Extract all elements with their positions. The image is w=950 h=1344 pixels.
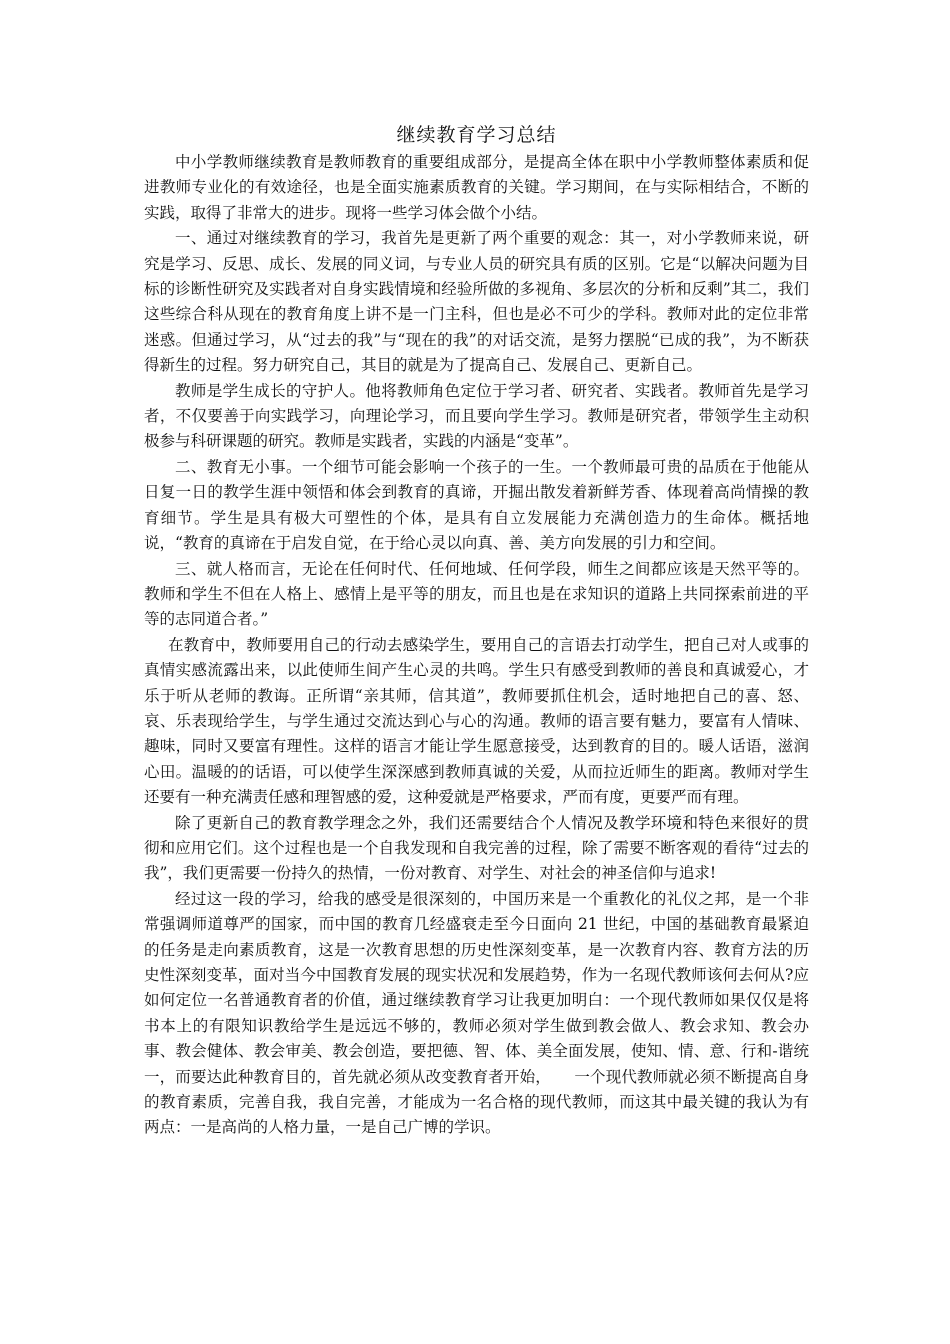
paragraph-education-practice: 在教育中，教师要用自己的行动去感染学生，要用自己的言语去打动学生，把自己对人或事的真情实感流露出来，以此使师生间产生心灵的共鸣。学生只有感受到教师的善良和真诚爱心，才乐于听从老师的教诲。正所谓“亲其师，信其道”，教师要抓住机会，适时地把自己的喜、怒、哀、乐表现给学生，与学生通过交流达到心与心的沟通。教师的语言要有魅力，要富有人情味、趣味，同时又要富有理性。这样的语言才能让学生愿意接受，达到教育的目的。暖人话语，滋润心田。温暖的的话语，可以使学生深深感到教师真诚的关爱，从而拉近师生的距离。教师对学生还要有一种充满责任感和理智感的爱，这种爱就是严格要求，严而有度，更要严而有理。 xyxy=(144,635,809,807)
paragraph-intro: 中小学教师继续教育是教师教育的重要组成部分，是提高全体在职中小学教师整体素质和促进教师专业化的有效途径，也是全面实施素质教育的关键。学习期间，在与实际相结合，不断的实践，取得了非常大的进步。现将一些学习体会做个小结。 xyxy=(144,153,809,222)
document-title: 继续教育学习总结 xyxy=(396,124,557,146)
paragraph-point-two: 二、教育无小事。一个细节可能会影响一个孩子的一生。一个教师最可贵的品质在于他能从日复一日的教学生涯中领悟和体会到教育的真谛，开掘出散发着新鲜芳香、体现着高尚情操的教育细节。学生是具有极大可塑性的个体，是具有自立发展能力充满创造力的生命体。概括地说，“教育的真谛在于启发自觉，在于给心灵以向真、善、美方向发展的引力和空间。 xyxy=(144,457,809,553)
paragraph-self-improvement: 除了更新自己的教育教学理念之外，我们还需要结合个人情况及教学环境和特色来很好的贯彻和应用它们。这个过程也是一个自我发现和自我完善的过程，除了需要不断客观的看待“过去的我”，我们更需要一份持久的热情，一份对教育、对学生、对社会的神圣信仰与追求! xyxy=(144,813,809,883)
paragraph-point-one: 一、通过对继续教育的学习，我首先是更新了两个重要的观念：其一，对小学教师来说，研究是学习、反思、成长、发展的同义词，与专业人员的研究具有质的区别。它是“以解决问题为目标的诊断性研究及实践者对自身实践情境和经验所做的多视角、多层次的分析和反剩”其二，我们这些综合科从现在的教育角度上讲不是一门主科，但也是必不可少的学科。教师对此的定位非常迷惑。但通过学习，从“过去的我”与“现在的我”的对话交流，是努力摆脱“已成的我”，为不断获得新生的过程。努力研究自己，其目的就是为了提高自己、发展自己、更新自己。 xyxy=(144,229,809,375)
document-page xyxy=(144,120,809,1141)
paragraph-teacher-role: 教师是学生成长的守护人。他将教师角色定位于学习者、研究者、实践者。教师首先是学习者，不仅要善于向实践学习，向理论学习，而且要向学生学习。教师是研究者，带领学生主动积极参与科研课题的研究。教师是实践者，实践的内涵是“变革”。 xyxy=(144,381,809,451)
paragraph-point-three: 三、就人格而言，无论在任何时代、任何地域、任何学段，师生之间都应该是天然平等的。教师和学生不但在人格上、感情上是平等的朋友，而且也是在求知识的道路上共同探索前进的平等的志同道合者。” xyxy=(144,559,809,629)
paragraph-conclusion: 经过这一段的学习，给我的感受是很深刻的，中国历来是一个重教化的礼仪之邦，是一个非常强调师道尊严的国家，而中国的教育几经盛衰走至今日面向 21 世纪，中国的基础教育最紧迫的任务是走向素质教育，这是一次教育思想的历史性深刻变革，是一次教育内容、教育方法的历史性深刻变革，面对当今中国教育发展的现实状况和发展趋势，作为一名现代教师该何去何从?应如何定位一名普通教育者的价值，通过继续教育学习让我更加明白：一个现代教师如果仅仅是将书本上的有限知识教给学生是远远不够的，教师必须对学生做到教会做人、教会求知、教会办事、教会健体、教会审美、教会创造，要把德、智、体、美全面发展，使知、情、意、行和-谐统一，而要达此种教育目的，首先就必须从改变教育者开始， 一个现代教师就必须不断提高自身的教育素质，完善自我，我自完善，才能成为一名合格的现代教师，而这其中最关键的我认为有两点：一是高尚的人格力量，一是自己广博的学识。 xyxy=(144,889,809,1137)
